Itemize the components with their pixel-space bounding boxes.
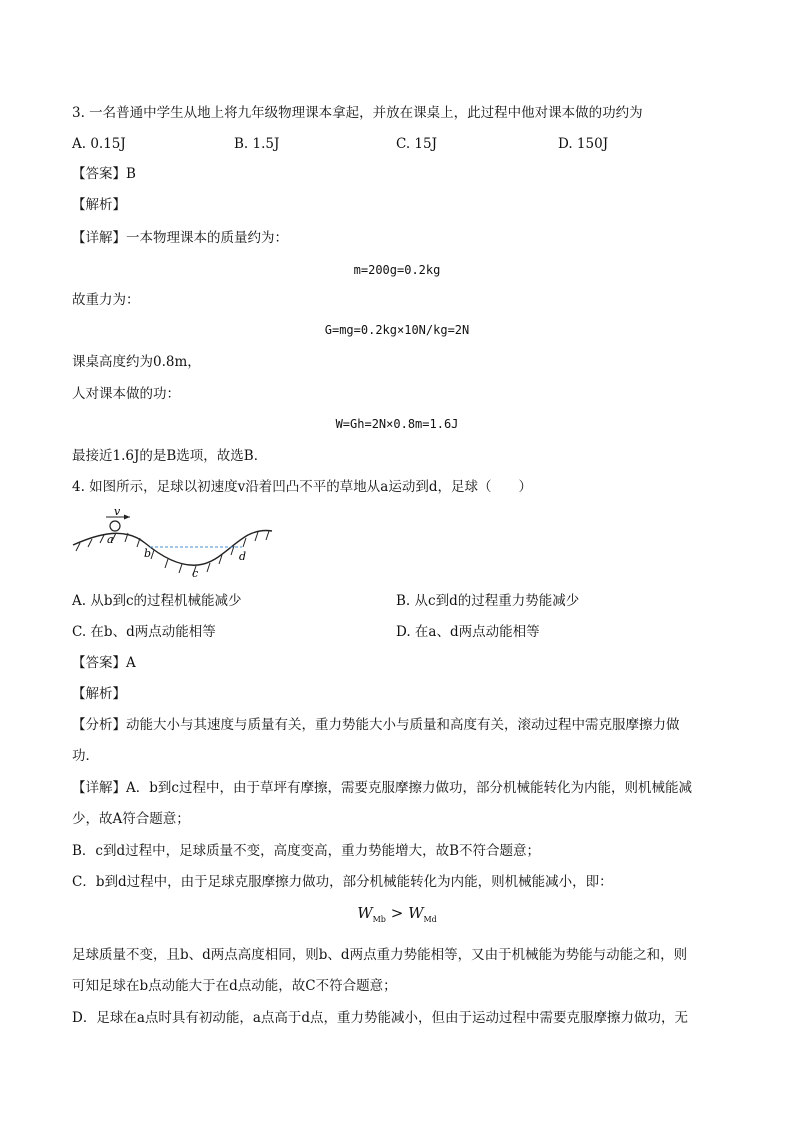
q3-gravity-intro: 故重力为： bbox=[72, 292, 140, 308]
q3-work-formula: W=Gh=2N×0.8m=1.6J bbox=[335, 417, 459, 431]
q3-conclusion: 最接近1.6J的是B选项，故选B． bbox=[72, 448, 268, 464]
label-d: d bbox=[239, 550, 247, 563]
q4-detail-a1: 【详解】A．b到c过程中，由于草坪有摩擦，需要克服摩擦力做功，部分机械能转化为内能，则机械能减 bbox=[72, 780, 692, 796]
q4-detail-c1: C．b到d过程中，由于足球克服摩擦力做功，部分机械能转化为内能，则机械能减小，即： bbox=[72, 874, 613, 890]
work-comparison-formula bbox=[0, 904, 794, 924]
q3-mass-formula: m=200g=0.2kg bbox=[353, 263, 441, 277]
q3-option-b: B. 1.5J bbox=[234, 136, 280, 152]
q3-desk-height: 课桌高度约为0.8m， bbox=[72, 354, 201, 370]
q3-detail-intro: 【详解】一本物理课本的质量约为： bbox=[72, 230, 288, 246]
q4-detail-d1: D．足球在a点时具有初动能，a点高于d点，重力势能减小，但由于运动过程中需要克服摩擦力做功，无 bbox=[72, 1010, 689, 1026]
w-subscript-d: Md bbox=[423, 915, 437, 924]
q3-option-c: C. 15J bbox=[396, 136, 438, 152]
q3-analysis-label: 【解析】 bbox=[72, 197, 126, 213]
q4-option-b: B. 从c到d的过程重力势能减少 bbox=[396, 593, 580, 609]
q4-detail-c3: 可知足球在b点动能大于在d点动能，故C不符合题意； bbox=[72, 978, 397, 994]
w-symbol-1: W bbox=[357, 904, 373, 922]
q4-detail-b: B．c到d过程中，足球质量不变，高度变高，重力势能增大，故B不符合题意； bbox=[72, 843, 541, 859]
q3-option-a: A. 0.15J bbox=[72, 136, 126, 152]
label-b: b bbox=[144, 547, 152, 560]
q4-detail-c2: 足球质量不变，且b、d两点高度相同，则b、d两点重力势能相等，又由于机械能为势能与动能之和，则 bbox=[72, 947, 688, 963]
label-v: v bbox=[114, 505, 121, 518]
label-c: c bbox=[192, 567, 199, 580]
q3-answer: 【答案】B bbox=[72, 166, 136, 182]
q4-figure bbox=[70, 505, 275, 583]
greater-than-sign: > bbox=[390, 904, 404, 922]
q3-option-d: D. 150J bbox=[558, 136, 609, 152]
q4-analysis-line2: 功． bbox=[72, 748, 99, 764]
w-symbol-2: W bbox=[408, 904, 424, 922]
w-subscript-b: Mb bbox=[372, 915, 386, 924]
q4-analysis-label: 【解析】 bbox=[72, 686, 126, 702]
q4-detail-a2: 少，故A符合题意； bbox=[72, 811, 190, 827]
q4-stem: 4. 如图所示，足球以初速度v沿着凹凸不平的草地从a运动到d，足球（ ） bbox=[72, 479, 532, 495]
q3-gravity-formula: G=mg=0.2kg×10N/kg=2N bbox=[324, 323, 470, 337]
football bbox=[110, 521, 120, 531]
q4-analysis-line1: 【分析】动能大小与其速度与质量有关，重力势能大小与质量和高度有关，滚动过程中需克服摩擦力做 bbox=[72, 717, 680, 733]
q4-option-a: A. 从b到c的过程机械能减少 bbox=[72, 593, 242, 609]
q4-option-d: D. 在a、d两点动能相等 bbox=[396, 624, 540, 640]
q3-stem: 3. 一名普通中学生从地上将九年级物理课本拿起，并放在课桌上，此过程中他对课本做的功约为 bbox=[72, 105, 643, 121]
q4-answer: 【答案】A bbox=[72, 655, 136, 671]
q4-option-c: C. 在b、d两点动能相等 bbox=[72, 624, 216, 640]
q3-work-intro: 人对课本做的功： bbox=[72, 386, 180, 402]
label-a: a bbox=[107, 533, 114, 546]
